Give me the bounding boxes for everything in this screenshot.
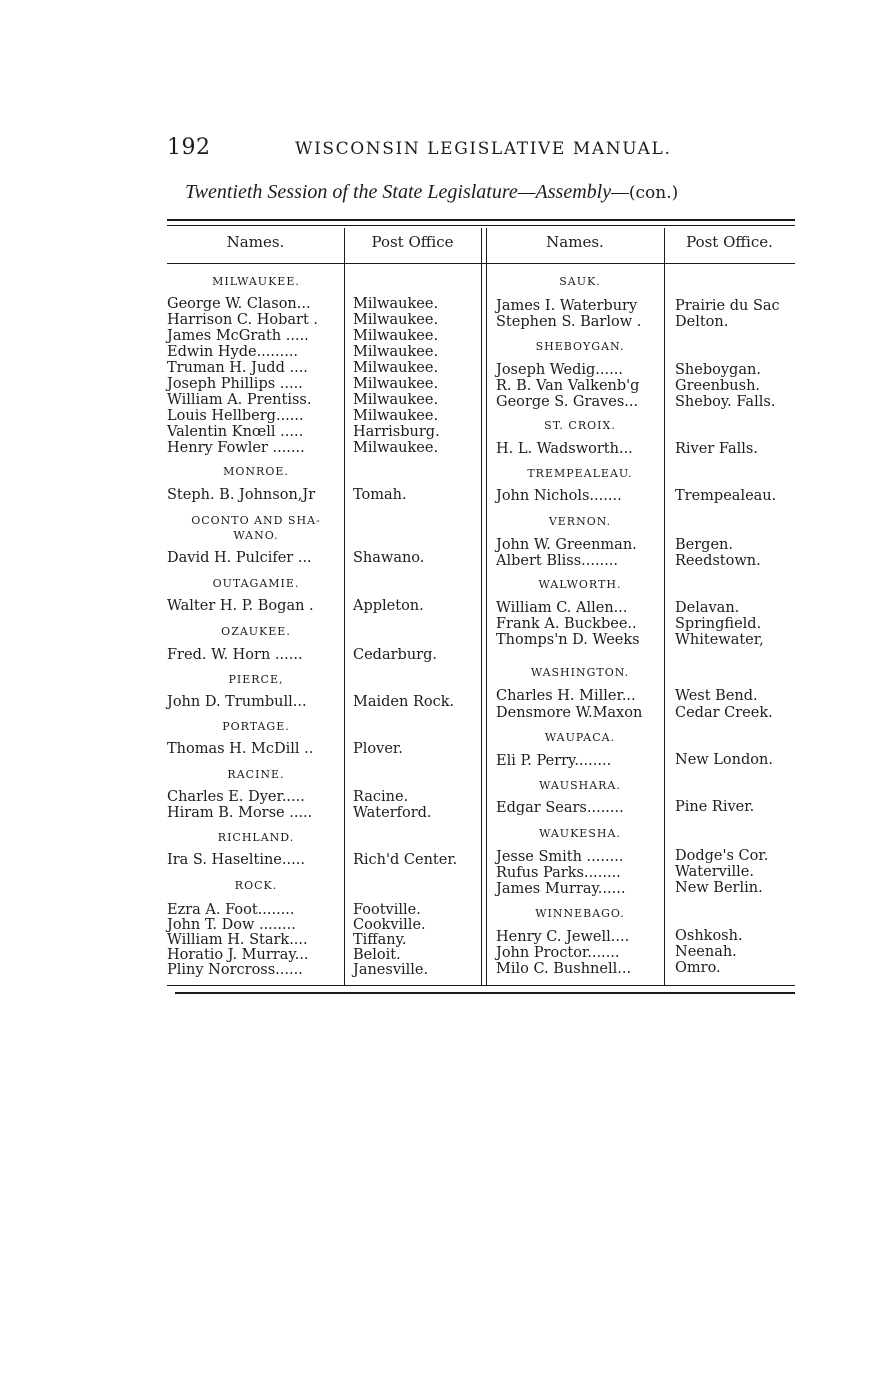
top-rule-1 [167, 219, 795, 221]
member-post-office: Cedar Creek. [675, 705, 773, 721]
member-post-office: Plover. [353, 741, 403, 757]
county-heading: OCONTO AND SHA- [191, 514, 321, 527]
member-post-office: Sheboygan. [675, 362, 761, 378]
member-post-office: Pine River. [675, 799, 755, 815]
member-name: Thomas H. McDill .. [167, 741, 314, 757]
member-name: Densmore W.Maxon [496, 705, 643, 721]
county-heading: WASHINGTON. [530, 666, 630, 679]
member-post-office: Cedarburg. [353, 647, 437, 663]
county-heading: PIERCE, [228, 673, 284, 686]
vline-2b [486, 228, 487, 986]
member-name: Fred. W. Horn ...... [167, 647, 303, 663]
member-post-office: Footville. [353, 902, 421, 918]
member-name: Albert Bliss........ [496, 553, 619, 569]
member-name: Stephen S. Barlow . [496, 314, 642, 330]
member-name: H. L. Wadsworth... [496, 441, 633, 457]
member-post-office: West Bend. [675, 688, 758, 704]
member-name: Steph. B. Johnson,Jr [167, 487, 316, 503]
member-post-office: Neenah. [675, 944, 737, 960]
member-name: Joseph Phillips ..... [167, 376, 303, 392]
member-post-office: Milwaukee. [353, 312, 439, 328]
member-name: John W. Greenman. [496, 537, 637, 553]
county-heading: OZAUKEE. [221, 625, 291, 638]
member-name: John T. Dow ........ [167, 917, 296, 933]
county-heading: TREMPEALEAU. [527, 467, 633, 480]
county-heading: WAUKESHA. [539, 827, 621, 840]
county-heading: SAUK. [559, 275, 601, 288]
member-name: Horatio J. Murray... [167, 947, 309, 963]
member-post-office: Beloit. [353, 947, 401, 963]
member-post-office: Racine. [353, 789, 409, 805]
member-post-office: Bergen. [675, 537, 733, 553]
subtitle-italic: Twentieth Session of the State Legislature—Assembly— [185, 181, 629, 203]
top-rule-2 [167, 225, 795, 226]
member-name: Hiram B. Morse ..... [167, 805, 313, 821]
county-heading: VERNON. [548, 515, 612, 528]
col-names-right: Names. [546, 233, 604, 251]
member-name: George W. Clason... [167, 296, 311, 312]
county-heading: WANO. [233, 529, 279, 542]
county-heading: SHEBOYGAN. [535, 340, 625, 353]
member-name: Walter H. P. Bogan . [167, 598, 314, 614]
page-header [167, 135, 787, 160]
county-heading: WAUSHARA. [539, 779, 621, 792]
county-heading: PORTAGE. [222, 720, 290, 733]
member-post-office: Milwaukee. [353, 360, 439, 376]
member-name: John D. Trumbull... [167, 694, 307, 710]
member-post-office: Springfield. [675, 616, 762, 632]
subtitle-suffix: (con.) [628, 183, 679, 203]
member-name: Frank A. Buckbee.. [496, 616, 637, 632]
member-post-office: Tomah. [353, 487, 407, 503]
member-name: Ezra A. Foot........ [167, 902, 295, 918]
page-number: 192 [167, 135, 211, 160]
member-name: Louis Hellberg...... [167, 408, 304, 424]
member-post-office: Dodge's Cor. [675, 848, 769, 864]
member-name: Edgar Sears........ [496, 800, 624, 816]
vline-3 [664, 228, 665, 986]
member-post-office: Milwaukee. [353, 408, 439, 424]
member-name: Milo C. Bushnell... [496, 961, 632, 977]
county-heading: OUTAGAMIE. [212, 577, 300, 590]
member-post-office: Sheboy. Falls. [675, 394, 776, 410]
member-name: James I. Waterbury [496, 298, 638, 314]
member-post-office: Greenbush. [675, 378, 761, 394]
member-post-office: Milwaukee. [353, 440, 439, 456]
member-name: David H. Pulcifer ... [167, 550, 312, 566]
member-post-office: Waterville. [675, 864, 754, 880]
member-post-office: Milwaukee. [353, 392, 439, 408]
member-post-office: Harrisburg. [353, 424, 440, 440]
county-heading: WAUPACA. [544, 731, 616, 744]
col-post-left: Post Office [371, 233, 454, 251]
member-post-office: Tiffany. [353, 932, 407, 948]
member-post-office: Cookville. [353, 917, 426, 933]
member-name: Valentin Knœll ..... [167, 424, 304, 440]
member-post-office: River Falls. [675, 441, 758, 457]
county-heading: RACINE. [227, 768, 285, 781]
col-post-right: Post Office. [686, 233, 773, 251]
member-name: Charles E. Dyer..... [167, 789, 305, 805]
member-post-office: Oshkosh. [675, 928, 743, 944]
col-names-left: Names. [226, 233, 285, 251]
member-post-office: Whitewater, [675, 632, 764, 648]
member-name: William C. Allen... [496, 600, 628, 616]
member-name: John Proctor....... [496, 945, 620, 961]
county-heading: MILWAUKEE. [212, 275, 300, 288]
member-post-office: Trempealeau. [675, 488, 777, 504]
county-heading: ST. CROIX. [544, 419, 616, 432]
member-post-office: New Berlin. [675, 880, 763, 896]
member-post-office: Milwaukee. [353, 328, 439, 344]
member-post-office: Maiden Rock. [353, 694, 455, 710]
member-post-office: Delavan. [675, 600, 740, 616]
member-post-office: Milwaukee. [353, 296, 439, 312]
member-name: George S. Graves... [496, 394, 639, 410]
member-post-office: Delton. [675, 314, 729, 330]
member-name: Jesse Smith ........ [496, 849, 624, 865]
member-post-office: Shawano. [353, 550, 425, 566]
member-name: William A. Prentiss. [167, 392, 312, 408]
member-name: Pliny Norcross...... [167, 962, 303, 978]
table-subtitle [185, 181, 795, 204]
member-name: Joseph Wedig...... [496, 362, 623, 378]
member-name: Rufus Parks........ [496, 865, 621, 881]
member-post-office: Waterford. [353, 805, 432, 821]
county-heading: RICHLAND. [217, 831, 295, 844]
county-heading: WALWORTH. [538, 578, 622, 591]
county-heading: ROCK. [234, 879, 278, 892]
member-name: R. B. Van Valkenb'g [496, 378, 640, 394]
member-name: William H. Stark.... [167, 932, 308, 948]
member-name: Henry C. Jewell.... [496, 929, 630, 945]
member-name: John Nichols....... [496, 488, 622, 504]
member-name: James McGrath ..... [167, 328, 309, 344]
member-post-office: Milwaukee. [353, 376, 439, 392]
member-post-office: Omro. [675, 960, 721, 976]
running-title: WISCONSIN LEGISLATIVE MANUAL. [295, 139, 672, 159]
member-name: Harrison C. Hobart . [167, 312, 318, 328]
member-name: Ira S. Haseltine..... [167, 852, 305, 868]
county-heading: WINNEBAGO. [535, 907, 625, 920]
member-name: Thomps'n D. Weeks [496, 632, 640, 648]
member-name: Henry Fowler ....... [167, 440, 305, 456]
member-post-office: Prairie du Sac [675, 298, 780, 314]
member-post-office: Reedstown. [675, 553, 761, 569]
member-post-office: New London. [675, 752, 773, 768]
member-post-office: Rich'd Center. [353, 852, 458, 868]
member-post-office: Appleton. [353, 598, 424, 614]
member-name: Edwin Hyde......... [167, 344, 299, 360]
member-post-office: Milwaukee. [353, 344, 439, 360]
member-name: Truman H. Judd .... [167, 360, 308, 376]
bottom-rule-2 [175, 992, 795, 994]
member-post-office: Janesville. [353, 962, 429, 978]
member-name: Eli P. Perry........ [496, 753, 612, 769]
county-heading: MONROE. [223, 465, 289, 478]
member-name: Charles H. Miller... [496, 688, 636, 704]
member-name: James Murray...... [496, 881, 626, 897]
